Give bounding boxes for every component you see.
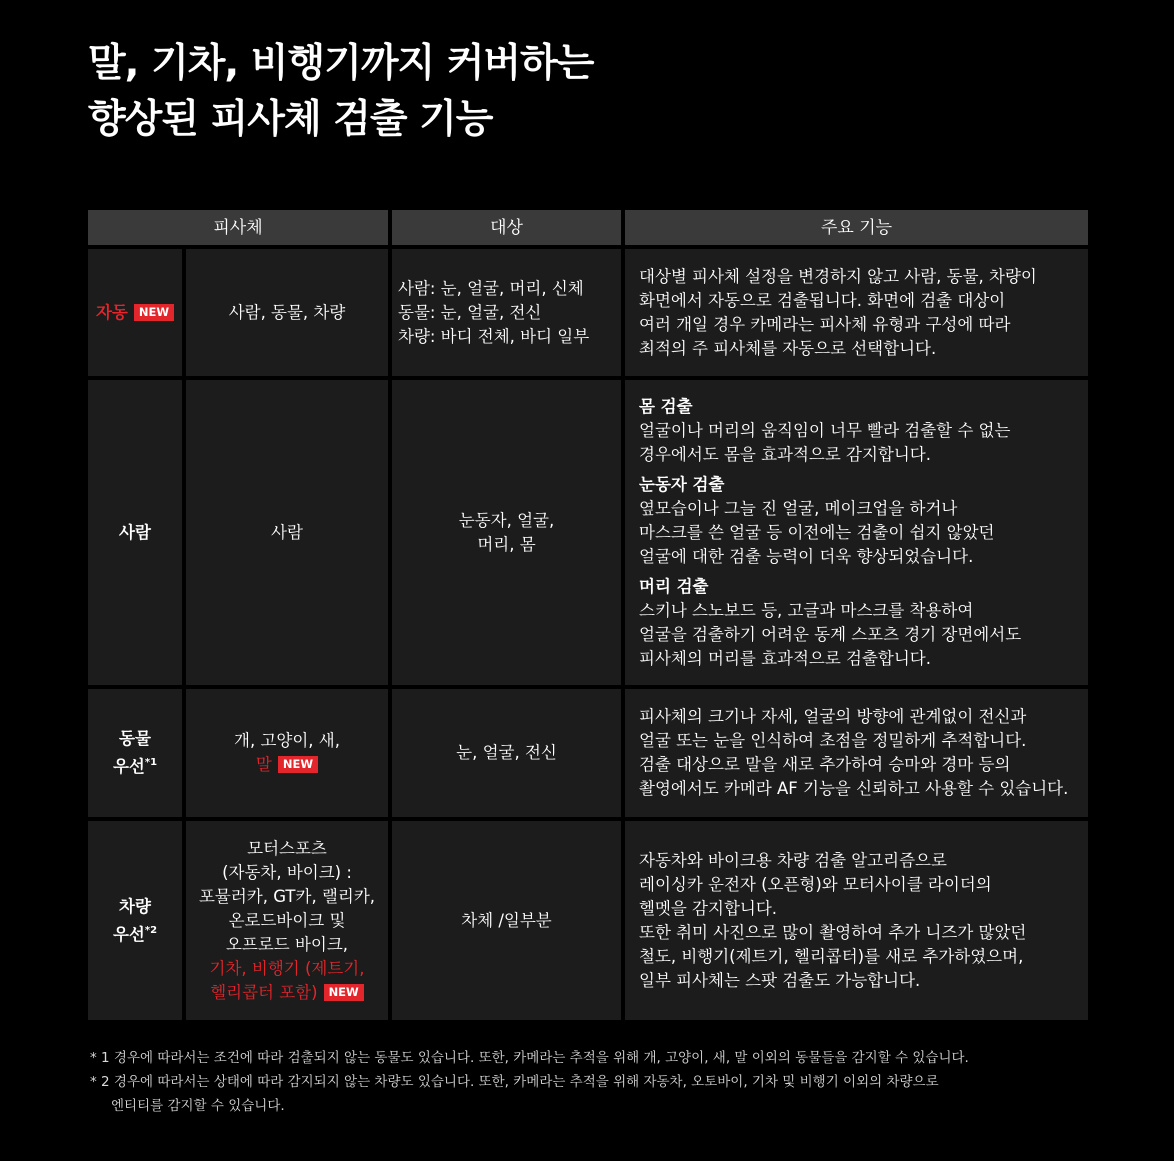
feature-line: 또한 취미 사진으로 많이 촬영하여 추가 니즈가 많았던 [639,922,1027,942]
target-line: 동물: 눈, 얼굴, 전신 [398,302,542,322]
feature-line: 최적의 주 피사체를 자동으로 선택합니다. [639,338,937,358]
subject-line: 포뮬러카, GT카, 랠리카, [198,886,375,906]
subject-line: 모터스포츠 [247,838,327,858]
row-vehicle-features [625,821,1088,1020]
feature-line: 스키나 스노보드 등, 고글과 마스크를 착용하여 [639,600,974,620]
title-line-2: 향상된 피사체 검출 기능 [88,97,493,142]
subject-new: 헬리콥터 포함) [210,982,318,1002]
row-human-subjects: 사람 [186,380,388,685]
target-line: 머리, 몸 [477,534,536,554]
footnote-mark: *2 [144,924,158,936]
title-line-1: 말, 기차, 비행기까지 커버하는 [88,41,594,86]
row-human-features [625,380,1088,685]
header-feature: 주요 기능 [625,210,1088,245]
row-auto-subjects: 사람, 동물, 차량 [186,249,388,376]
feature-line: 자동차와 바이크용 차량 검출 알고리즘으로 [639,850,947,870]
row-auto-targets [392,249,621,376]
feature-line: 화면에서 자동으로 검출됩니다. 화면에 검출 대상이 [639,290,1006,310]
feature-line: 마스크를 쓴 얼굴 등 이전에는 검출이 쉽지 않았던 [639,522,995,542]
target-line: 차량: 바디 전체, 바디 일부 [398,326,590,346]
feature-line: 얼굴을 검출하기 어려운 동계 스포츠 경기 장면에서도 [639,624,1022,644]
footnote-2: * 2 경우에 따라서는 상태에 따라 감지되지 않는 차량도 있습니다. 또한, 카메라는 추적을 위해 자동차, 오토바이, 기차 및 비행기 이외의 차량으로 [90,1074,939,1090]
subject-line: 온로드바이크 및 [228,910,346,930]
category-line: 차량 [119,896,151,916]
category-line: 동물 [119,729,151,748]
row-auto-category [88,249,182,376]
row-animal-subjects [186,689,388,817]
footnote-2-continued: 엔티티를 감지할 수 있습니다. [111,1098,285,1114]
header-subject: 피사체 [88,210,388,245]
feature-line: 여러 개일 경우 카메라는 피사체 유형과 구성에 따라 [639,314,1011,334]
feature-line: 얼굴 또는 눈을 인식하여 초점을 정밀하게 추적합니다. [639,731,1027,750]
target-line: 사람: 눈, 얼굴, 머리, 신체 [398,278,584,298]
row-human-targets [392,380,621,685]
row-animal-features [625,689,1088,817]
row-vehicle-subjects [186,821,388,1020]
row-animal-targets: 눈, 얼굴, 전신 [392,689,621,817]
category-auto: 자동 [95,302,128,322]
new-badge: NEW [324,984,364,1001]
subject-new: 기차, 비행기 (제트기, [209,958,365,978]
feature-line: 철도, 비행기(제트기, 헬리콥터)를 새로 추가하였으며, [639,946,1024,966]
category-line: 우선 [112,757,145,776]
feature-line: 헬멧을 감지합니다. [639,898,778,918]
feature-line: 검출 대상으로 말을 새로 추가하여 승마와 경마 등의 [639,755,1011,774]
feature-line: 옆모습이나 그늘 진 얼굴, 메이크업을 하거나 [639,498,958,518]
row-vehicle-targets: 차체 /일부분 [392,821,621,1020]
section-heading: 몸 검출 [639,396,693,416]
header-target: 대상 [392,210,621,245]
new-badge: NEW [278,756,318,773]
row-animal-category [88,689,182,817]
row-human-category: 사람 [88,380,182,685]
subject-new: 말 [255,755,272,774]
feature-line: 대상별 피사체 설정을 변경하지 않고 사람, 동물, 차량이 [639,266,1037,286]
target-line: 눈동자, 얼굴, [458,510,555,530]
feature-line: 촬영에서도 카메라 AF 기능을 신뢰하고 사용할 수 있습니다. [639,779,1069,798]
subject-line: 개, 고양이, 새, [234,731,340,750]
footnotes [90,1046,969,1118]
subject-line: 오프로드 바이크, [225,934,349,954]
feature-line: 일부 피사체는 스팟 검출도 가능합니다. [639,970,921,990]
feature-line: 경우에서도 몸을 효과적으로 감지합니다. [639,444,931,464]
row-vehicle-category [88,821,182,1020]
section-heading: 머리 검출 [639,576,709,596]
feature-line: 레이싱카 운전자 (오픈형)와 모터사이클 라이더의 [639,874,992,894]
new-badge: NEW [134,304,174,321]
footnote-mark: *1 [144,757,158,768]
feature-line: 얼굴이나 머리의 움직임이 너무 빨라 검출할 수 없는 [639,420,1011,440]
row-auto-features [625,249,1088,376]
page-title [88,36,593,148]
subject-line: (자동차, 바이크) : [222,862,352,882]
footnote-1: * 1 경우에 따라서는 조건에 따라 검출되지 않는 동물도 있습니다. 또한, 카메라는 추적을 위해 개, 고양이, 새, 말 이외의 동물들을 감지할 수 있습니다. [90,1050,969,1066]
feature-line: 피사체의 크기나 자세, 얼굴의 방향에 관계없이 전신과 [639,707,1027,726]
section-heading: 눈동자 검출 [639,474,725,494]
category-line: 우선 [112,924,145,944]
feature-line: 얼굴에 대한 검출 능력이 더욱 향상되었습니다. [639,546,974,566]
feature-line: 피사체의 머리를 효과적으로 검출합니다. [639,648,931,668]
